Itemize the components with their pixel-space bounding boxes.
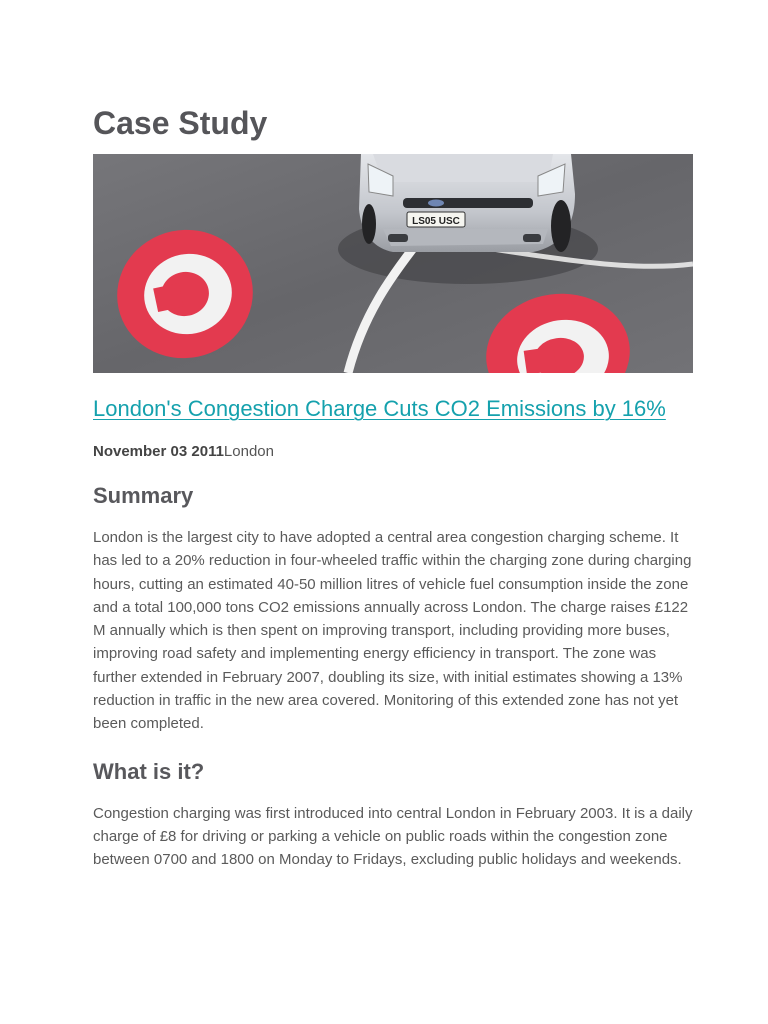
section-body-summary: London is the largest city to have adopted a central area congestion charging scheme. It has led to a 20% reduction in four-wheeled traffic within the charging zone during charging hours, cutting an estimated 40-50 million litres of vehicle fuel consumption inside the zone and a total 100,000 tons CO2 emissions annually across London. The charge raises £122 M annually which is then spent on improving transport, including providing more buses, improving road safety and implementing energy efficiency in transport. The zone was further extended in February 2007, doubling its size, with initial estimates showing a 13% reduction in traffic in the new area covered. Monitoring of this extended zone has not yet been completed. bbox=[93, 529, 692, 733]
page-title: Case Study bbox=[93, 105, 268, 141]
license-plate-text: LS05 USC bbox=[412, 216, 460, 227]
hero-image bbox=[93, 154, 693, 373]
article-date: November 03 2011 bbox=[93, 443, 224, 460]
car-graphic bbox=[359, 154, 575, 252]
article-meta bbox=[93, 442, 693, 462]
section-heading-what-is-it: What is it? bbox=[93, 758, 205, 784]
article-location: London bbox=[223, 443, 274, 460]
article-title-link[interactable]: London's Congestion Charge Cuts CO2 Emissions by 16% bbox=[93, 396, 666, 421]
case-study-page bbox=[93, 104, 693, 872]
section-body-what-is-it: Congestion charging was first introduced into central London in February 2003. It is a daily charge of £8 for driving or parking a vehicle on public roads within the congestion zone between 0700 and 1800 on Monday to Fridays, excluding public holidays and weekends. bbox=[93, 804, 693, 869]
section-heading-summary: Summary bbox=[93, 483, 194, 508]
